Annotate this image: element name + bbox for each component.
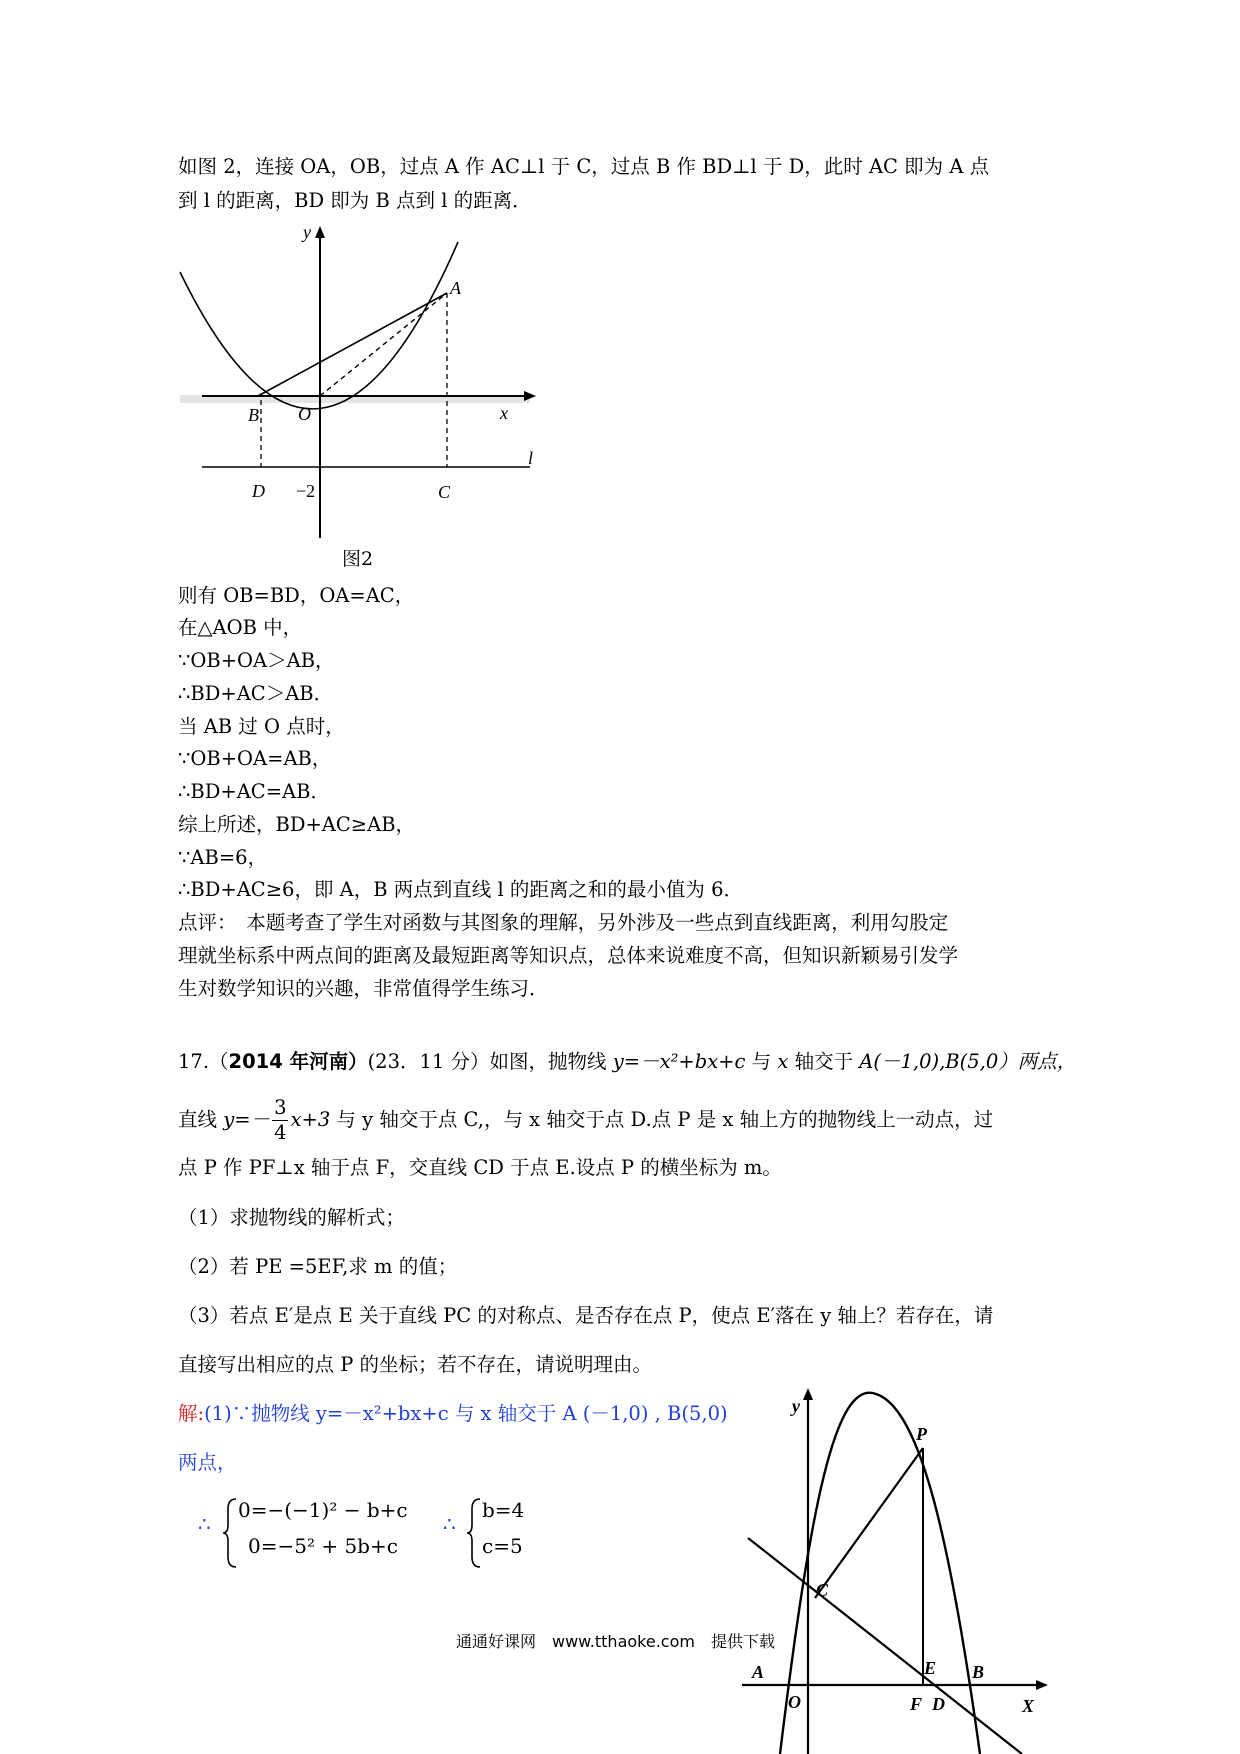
line-equation-rhs: x+3: [290, 1108, 331, 1131]
label-o: O: [788, 1692, 801, 1712]
label-d: D: [932, 1694, 945, 1714]
x-axis-arrow: [1036, 1680, 1048, 1690]
problem-number: 17.（: [178, 1050, 229, 1073]
brace-right: [466, 1497, 482, 1569]
y-axis-arrow: [803, 1388, 813, 1400]
result-b: b=4: [482, 1498, 525, 1522]
question-2: （2）若 PE =5EF,求 m 的值；: [178, 1255, 458, 1278]
segment-oa: [320, 293, 447, 396]
label-minus2: −2: [296, 481, 316, 501]
figure-17: [740, 1388, 1050, 1754]
text: 与 y 轴交于点 C,，与 x 轴交于点 D.点 P 是 x 轴上方的抛物线上一动点，过: [330, 1108, 994, 1131]
label-l: l: [528, 448, 534, 468]
therefore-symbol: ∴: [198, 1512, 211, 1536]
figure-2-caption: 图2: [342, 548, 374, 570]
label-p: P: [916, 1424, 927, 1444]
text: 直线: [178, 1108, 224, 1131]
brace-left: [222, 1497, 238, 1569]
label-c: C: [438, 482, 451, 502]
intro-line-2: 到 l 的距离，BD 即为 B 点到 l 的距离．: [178, 189, 532, 212]
solution-line-2: 两点，: [178, 1451, 237, 1474]
result-c: c=5: [482, 1534, 523, 1558]
proof-line: ∴BD+AC≥6，即 A，B 两点到直线 l 的距离之和的最小值为 6．: [178, 878, 744, 901]
solution-text: (1)∵抛物线 y=－x²+bx+c 与 x 轴交于 A (－1,0) , B(5,0): [204, 1402, 728, 1425]
problem-17-line-1: [178, 1049, 1076, 1075]
parabola: [780, 1393, 980, 1754]
intersection-points: A(－1,0),B(5,0）两点，: [859, 1050, 1077, 1073]
label-b: B: [248, 405, 259, 425]
question-3-line-1: （3）若点 E′是点 E 关于直线 PC 的对称点、是否存在点 P，使点 E′落在 y 轴上？若存在，请: [178, 1304, 994, 1327]
frac-denominator: 4: [274, 1121, 287, 1144]
equation-1: 0=−(−1)² − b+c: [238, 1498, 408, 1522]
question-1: （1）求抛物线的解析式；: [178, 1206, 405, 1229]
label-y: y: [792, 1396, 800, 1416]
comment-line-2: 理就坐标系中两点间的距离及最短距离等知识点，总体来说难度不高，但知识新颖易引发学: [178, 944, 959, 967]
parabola-equation: y=－x²+bx+c: [612, 1050, 746, 1073]
label-f: F: [910, 1694, 923, 1714]
proof-line: ∴BD+AC＞AB．: [178, 682, 334, 705]
label-x: X: [1022, 1696, 1035, 1716]
text: 轴交于: [788, 1050, 860, 1073]
label-c: C: [816, 1580, 829, 1600]
proof-line: ∵AB=6，: [178, 846, 268, 869]
var-x: x: [777, 1050, 789, 1073]
proof-line: 在△AOB 中，: [178, 616, 303, 639]
line-equation-lhs: y=－: [223, 1108, 271, 1131]
solution-line-1: [178, 1401, 728, 1427]
problem-score: (23．11 分）如图，抛物线: [367, 1050, 613, 1073]
frac-numerator: 3: [274, 1096, 287, 1119]
comment-line-3: 生对数学知识的兴趣，非常值得学生练习．: [178, 977, 549, 1000]
proof-line: ∵OB+OA＞AB，: [178, 649, 335, 672]
problem-17-line-2: [178, 1094, 993, 1146]
proof-line: ∴BD+AC=AB．: [178, 780, 330, 803]
segment-ab: [258, 293, 447, 396]
label-d: D: [252, 481, 265, 501]
y-axis-arrow: [315, 226, 325, 238]
figure-2: [170, 220, 550, 540]
page-footer: 通通好课网 www.tthaoke.com 提供下载: [456, 1632, 775, 1651]
proof-line: 当 AB 过 O 点时，: [178, 715, 345, 738]
label-a: A: [450, 278, 461, 298]
label-x: x: [500, 403, 508, 423]
text: 与: [745, 1050, 778, 1073]
label-y: y: [303, 222, 311, 242]
solution-label: 解:: [178, 1402, 205, 1425]
label-b: B: [972, 1662, 985, 1682]
line-cd: [748, 1538, 1022, 1754]
intro-line-1: 如图 2，连接 OA，OB，过点 A 作 AC⊥l 于 C，过点 B 作 BD⊥l 于 D，此时 AC 即为 A 点: [178, 155, 990, 178]
therefore-symbol: ∴: [443, 1512, 456, 1536]
fraction-three-quarters: [272, 1096, 288, 1145]
label-a: A: [752, 1662, 765, 1682]
question-3-line-2: 直接写出相应的点 P 的坐标；若不存在，请说明理由。: [178, 1353, 653, 1376]
problem-source: 2014 年河南）: [228, 1050, 368, 1073]
label-o: O: [298, 404, 311, 424]
label-e: E: [924, 1658, 937, 1678]
proof-line: 则有 OB=BD，OA=AC，: [178, 584, 415, 607]
equation-2: 0=−5² + 5b+c: [248, 1534, 398, 1558]
problem-17-line-3: 点 P 作 PF⊥x 轴于点 F，交直线 CD 于点 E.设点 P 的横坐标为 m。: [178, 1156, 782, 1179]
proof-line: 综上所述，BD+AC≥AB，: [178, 813, 416, 836]
proof-line: ∵OB+OA=AB，: [178, 747, 332, 770]
comment-line-1: 点评： 本题考查了学生对函数与其图象的理解，另外涉及一些点到直线距离，利用勾股定: [178, 911, 949, 934]
segment-pc: [815, 1448, 923, 1598]
